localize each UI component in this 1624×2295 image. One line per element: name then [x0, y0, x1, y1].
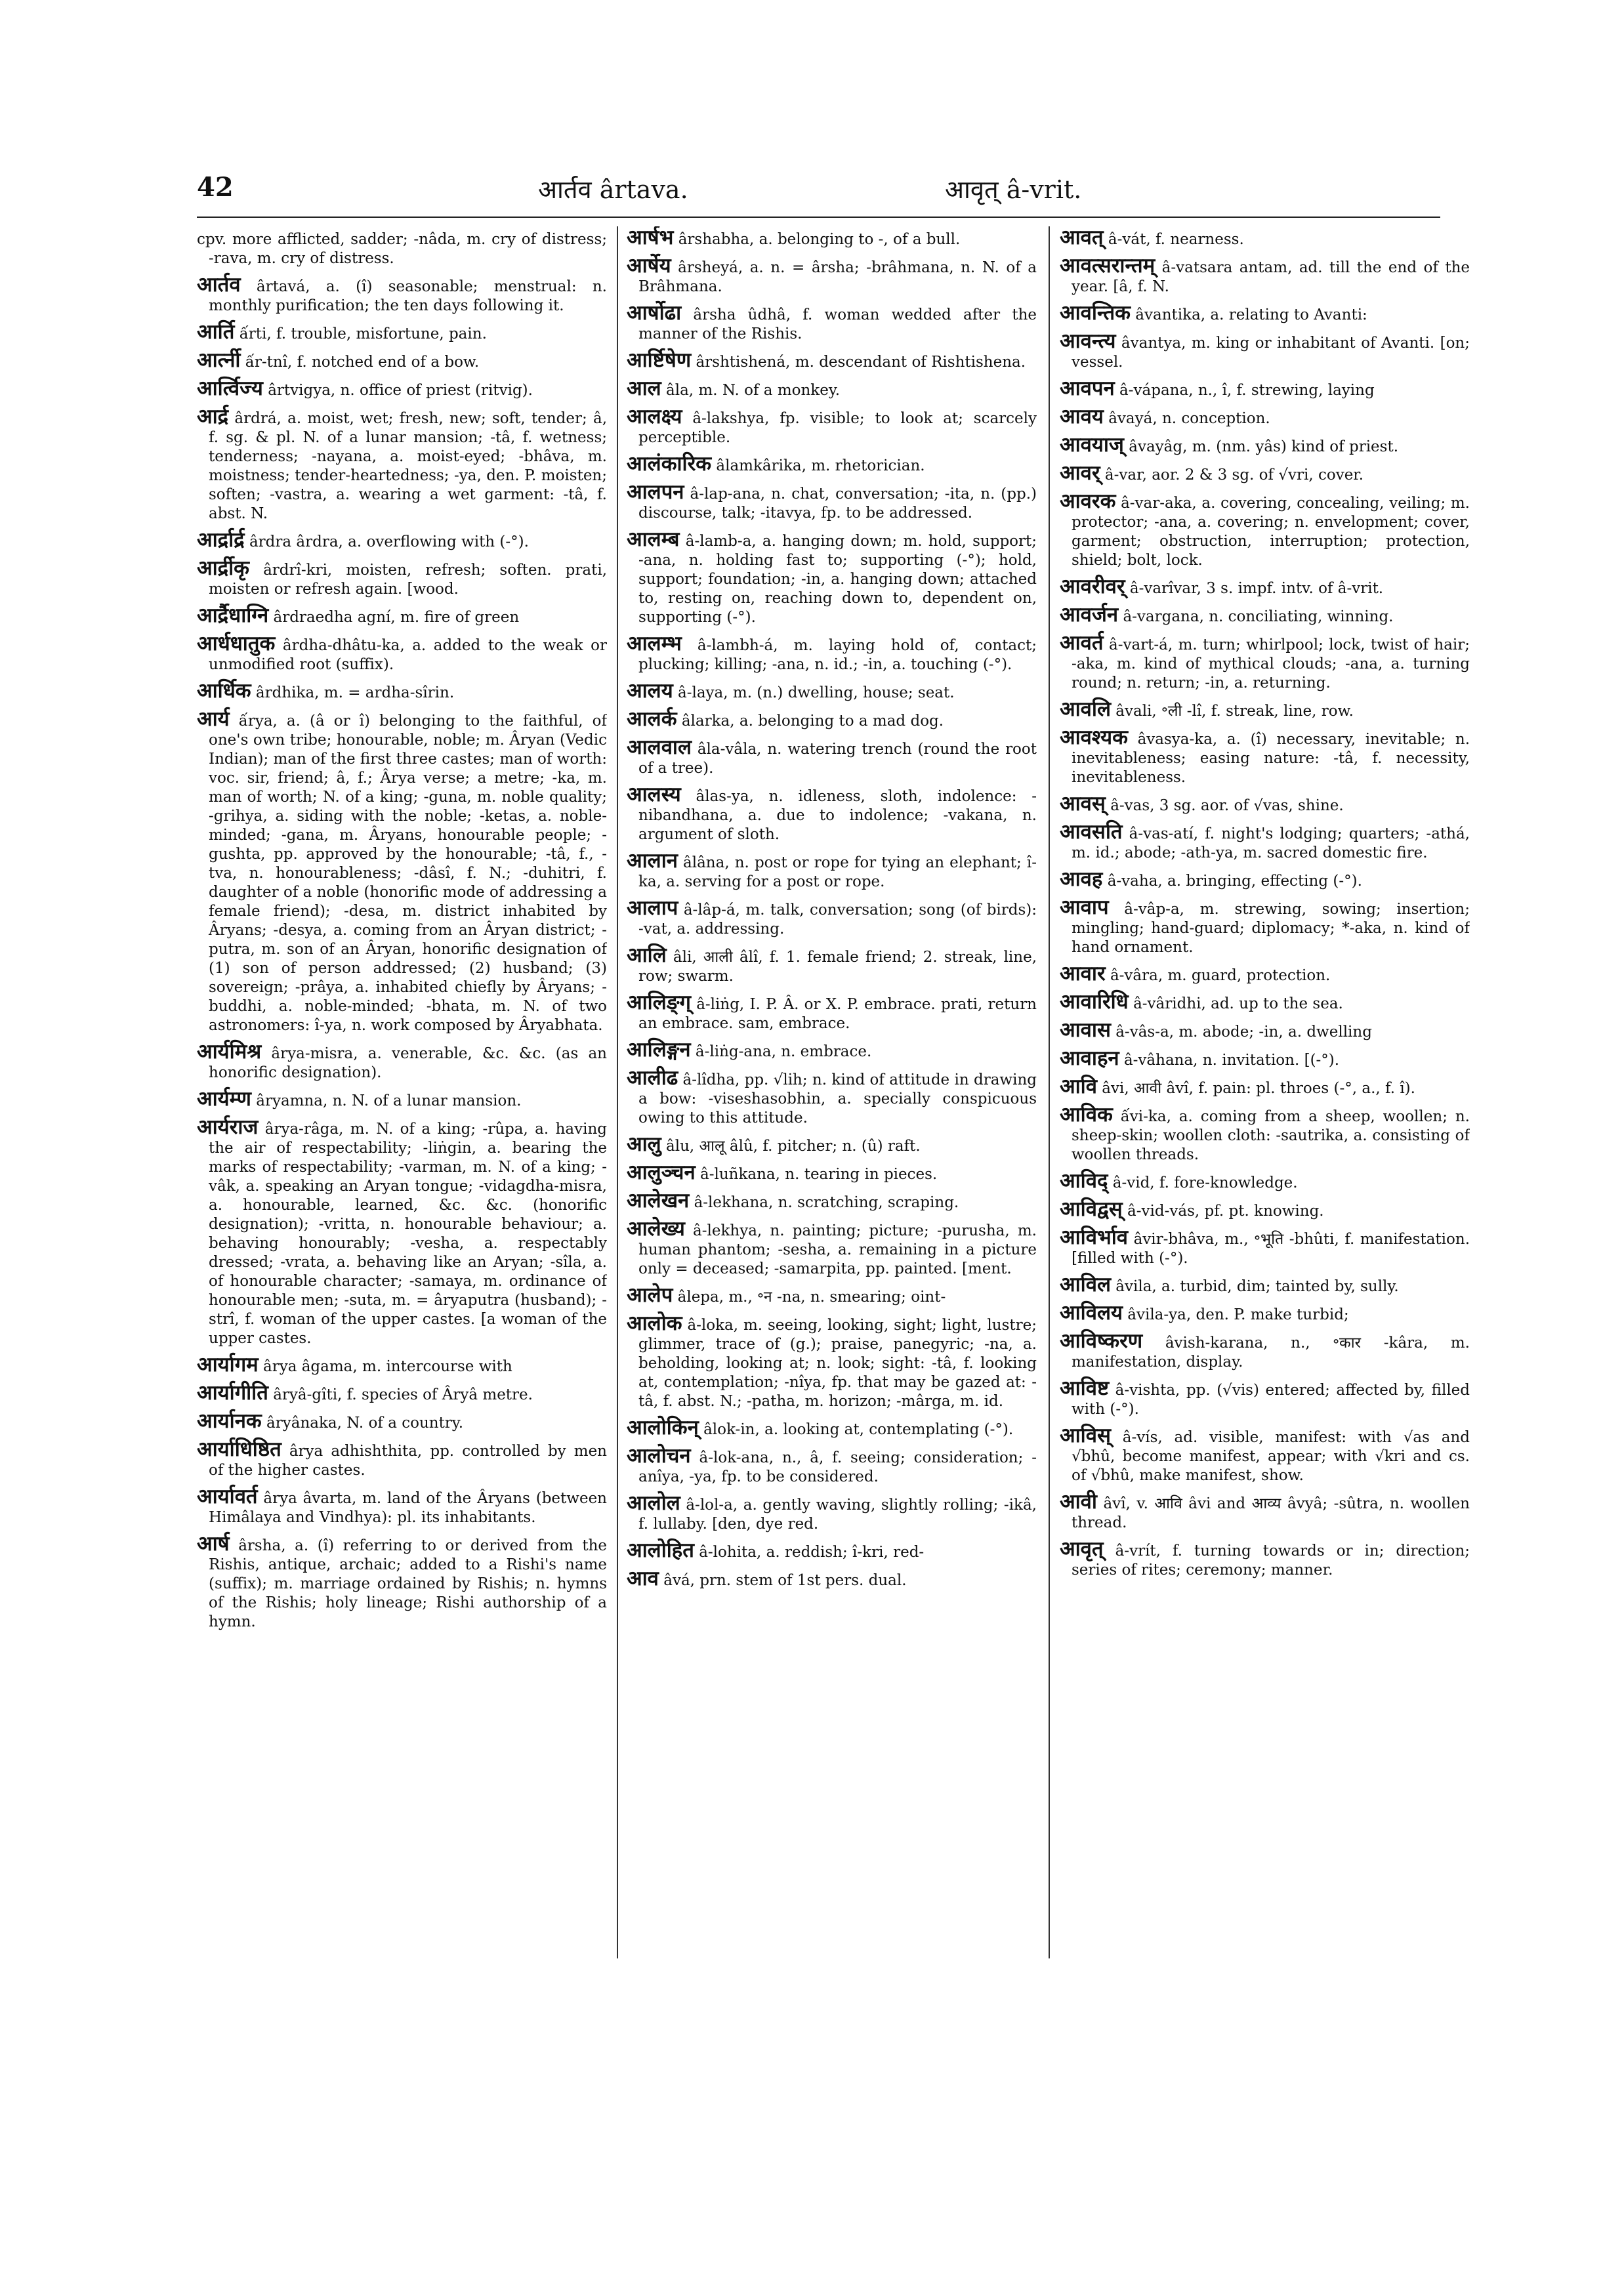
definition: âryamna, n. N. of a lunar mansion. — [256, 1092, 522, 1109]
dictionary-entry — [1060, 405, 1470, 428]
dictionary-entry — [627, 481, 1037, 523]
definition: âvasya-ka, a. (î) necessary, inevitable; n. inevitableness; easing nature: -tâ, f. necessity, inevitableness. — [1072, 731, 1470, 786]
definition: â-vát, f. nearness. — [1108, 231, 1244, 248]
definition: â-liṅg-ana, n. embrace. — [695, 1043, 872, 1060]
definition: âlu, आलू âlû, f. pitcher; n. (û) raft. — [666, 1138, 921, 1155]
definition: âlok-in, a. looking at, contemplating (-°). — [703, 1421, 1014, 1438]
dictionary-entry — [1060, 1377, 1470, 1419]
definition: âla, m. N. of a monkey. — [666, 382, 841, 399]
dictionary-entry — [1060, 632, 1470, 693]
dictionary-entry — [1060, 226, 1470, 249]
definition: â-lok-ana, n., â, f. seeing; consideration; -anîya, -ya, fp. to be considered. — [638, 1449, 1037, 1485]
headword: आलोल — [627, 1491, 680, 1515]
definition: ârdhika, m. = ardha-sîrin. — [255, 684, 455, 701]
headword: आलोक — [627, 1312, 682, 1335]
definition: ârdrî-kri, moisten, refresh; soften. prati, moisten or refresh again. [wood. — [209, 562, 607, 598]
headword: आविलय — [1060, 1301, 1123, 1325]
dictionary-entry — [1060, 1198, 1470, 1221]
dictionary-entry — [1060, 1075, 1470, 1098]
headword: आवर् — [1060, 461, 1100, 485]
definition: âlepa, m., ॰न -na, n. smearing; oint- — [677, 1289, 946, 1306]
right-running-head: आवृत् â-vrit. — [945, 175, 1082, 204]
headword: आलाप — [627, 896, 678, 920]
headword: आवरक — [1060, 489, 1116, 513]
headword: आवाप — [1060, 896, 1109, 919]
dictionary-entry — [197, 632, 607, 674]
headword: आर्याधिष्ठित — [197, 1437, 281, 1461]
definition: ârsha ûdhâ, f. woman wedded after the manner of the Rishis. — [638, 306, 1037, 342]
headword: आवश्यक — [1060, 726, 1128, 749]
headword: आर्यराज — [197, 1115, 259, 1139]
definition: â-var, aor. 2 & 3 sg. of √vri, cover. — [1104, 466, 1364, 484]
definition: âvá, prn. stem of 1st pers. dual. — [663, 1572, 907, 1589]
definition: â-luñkana, n. tearing in pieces. — [700, 1166, 938, 1183]
definition: â-lohita, a. reddish; î-kri, red- — [699, 1544, 925, 1561]
dictionary-entry — [1060, 896, 1470, 957]
headword: आलक्ष्य — [627, 405, 682, 428]
definition: â-lakshya, fp. visible; to look at; scarcely perceptible. — [638, 410, 1037, 446]
definition: ấrya, a. (â or î) belonging to the faithful, of one's own tribe; honourable, noble; m. Âryan (Vedic Indian); man of the first three castes; man of worth: voc. sir, friend; â, f.; Ârya verse; a metre; -ka, m. man of worth; N. of a king; -guna, m. noble quality; -grihya, a. siding with the noble; -ketas, a. noble-minded; -gana, m. Âryans, honourable people; -gushta, pp. approved by the honourable; -tâ, f., -tva, n. honourableness; -dâsî, f. N.; -duhitri, f. daughter of a noble (honorific mode of addressing a female friend); -desa, m. district inhabited by Âryans; -desya, a. coming from an Âryan district; -putra, m. son of an Âryan, honorific designation of (1) son of person addressed; (2) husband; (3) sovereign; -prâya, a. inhabited chiefly by Âryans; -buddhi, a. noble-minded; -bhata, m. N. of two astronomers: î-ya, n. work composed by Âryabhata. — [209, 713, 607, 1034]
definition: â-lap-ana, n. chat, conversation; -ita, n. (pp.) discourse, talk; -itavya, fp. to be addressed. — [638, 486, 1037, 522]
dictionary-entry — [197, 557, 607, 599]
definition: â-lambh-á, m. laying hold of, contact; plucking; killing; -ana, n. id.; -in, a. touching (-°). — [638, 637, 1037, 673]
headword: आर्षेय — [627, 254, 671, 278]
dictionary-entry — [197, 226, 607, 268]
definition: â-vishta, pp. (√vis) entered; affected by, filled with (-°). — [1072, 1382, 1470, 1418]
definition: â-varîvar, 3 s. impf. intv. of â-vrit. — [1129, 580, 1384, 597]
dictionary-entry — [627, 226, 1037, 249]
definition: â-vrít, f. turning towards or in; direction; series of rites; ceremony; manner. — [1072, 1542, 1470, 1579]
definition: ârsha, a. (î) referring to or derived from the Rishis, antique, archaic; added to a Rishi's name (suffix); m. marriage ordained by Rishis; n. hymns of the Rishis; holy lineage; Rishi authorship of a hymn. — [209, 1537, 607, 1630]
headword: आविष्करण — [1060, 1329, 1143, 1353]
definition: âvila, a. turbid, dim; tainted by, sully. — [1115, 1278, 1399, 1295]
headword: आलर्क — [627, 707, 677, 731]
column-2 — [627, 226, 1037, 2116]
dictionary-entry — [627, 1567, 1037, 1590]
headword: आर्ति — [197, 320, 235, 344]
dictionary-entry — [627, 1189, 1037, 1212]
headword: आविर्भाव — [1060, 1226, 1129, 1249]
headword: आवह — [1060, 867, 1103, 891]
headword: आर्षभ — [627, 226, 674, 249]
definition: âvantika, a. relating to Avanti: — [1135, 306, 1367, 323]
headword: आर्त्नी — [197, 348, 241, 372]
dictionary-entry — [627, 255, 1037, 297]
definition: âryânaka, N. of a country. — [266, 1415, 464, 1432]
dictionary-entry — [1060, 1302, 1470, 1325]
headword: आवर्त — [1060, 631, 1104, 655]
definition: â-vas, 3 sg. aor. of √vas, shine. — [1110, 797, 1344, 814]
headword: आवसति — [1060, 820, 1123, 844]
dictionary-entry — [197, 1382, 607, 1405]
definition: â-var-aka, a. covering, concealing, veiling; m. protector; -ana, a. covering; n. envelopment; cover, garment; obstruction, interruption; protection, shield; bolt, lock. — [1072, 495, 1470, 569]
headword: आर्धधातुक — [197, 632, 276, 655]
definition: ấrti, f. trouble, misfortune, pain. — [239, 325, 487, 342]
headword: आवृत् — [1060, 1537, 1104, 1561]
definition: âlâna, n. post or rope for tying an elephant; î-ka, a. serving for a post or rope. — [638, 854, 1037, 890]
definition: cpv. more afflicted, sadder; -nâda, m. cry of distress; -rava, m. cry of distress. — [197, 231, 607, 267]
dictionary-entry — [1060, 1330, 1470, 1372]
definition: â-vargana, n. conciliating, winning. — [1123, 608, 1394, 625]
headword: आलेखन — [627, 1189, 690, 1212]
dictionary-entry — [627, 453, 1037, 476]
dictionary-entry — [627, 783, 1037, 844]
headword: आवस् — [1060, 792, 1106, 816]
headword: आविद् — [1060, 1169, 1108, 1193]
headword: आव — [627, 1567, 659, 1590]
dictionary-entry — [1060, 302, 1470, 325]
definition: â-laya, m. (n.) dwelling, house; seat. — [678, 684, 955, 701]
headword: आलेप — [627, 1283, 673, 1307]
headword: आवपन — [1060, 377, 1115, 400]
definition: âvali, ॰ली -lî, f. streak, line, row. — [1115, 703, 1354, 720]
definition: âvayá, n. conception. — [1108, 410, 1270, 427]
definition: âvila-ya, den. P. make turbid; — [1127, 1306, 1349, 1323]
headword: आलान — [627, 849, 678, 873]
dictionary-entry — [1060, 604, 1470, 627]
definition: âla-vâla, n. watering trench (round the root of a tree). — [638, 741, 1037, 777]
headword: आर्यागम — [197, 1353, 259, 1376]
dictionary-entry — [197, 1485, 607, 1527]
definition: âlarka, a. belonging to a mad dog. — [681, 713, 944, 730]
definition: âvayâg, m. (nm. yâs) kind of priest. — [1129, 438, 1399, 455]
definition: âvish-karana, n., ॰कार -kâra, m. manifestation, display. — [1072, 1334, 1470, 1371]
definition: ấvi-ka, a. coming from a sheep, woollen; n. sheep-skin; woollen cloth: -sautrika, a. consisting of woollen threads. — [1072, 1108, 1470, 1163]
headword: आलोहित — [627, 1539, 694, 1562]
headword: आलवाल — [627, 735, 692, 759]
dictionary-entry — [627, 302, 1037, 344]
dictionary-entry — [197, 1116, 607, 1348]
page-number: 42 — [197, 172, 234, 203]
headword: आर्ष्टिषेण — [627, 348, 692, 372]
dictionary-entry — [627, 405, 1037, 447]
headword: आल — [627, 377, 661, 400]
dictionary-entry — [627, 708, 1037, 731]
definition: â-lekhana, n. scratching, scraping. — [694, 1194, 959, 1211]
definition: â-lekhya, n. painting; picture; -purusha, m. human phantom; -sesha, a. remaining in a picture only = deceased; -samarpita, pp. painted. [ment. — [638, 1222, 1037, 1277]
definition: â-lâp-á, m. talk, conversation; song (of birds): -vat, a. addressing. — [638, 901, 1037, 938]
headword: आवयाज् — [1060, 433, 1124, 457]
headword: आर्तव — [197, 273, 241, 297]
dictionary-entry — [1060, 1170, 1470, 1193]
headword: आवारिधि — [1060, 990, 1129, 1014]
headword: आलि — [627, 943, 667, 967]
definition: ârya âvarta, m. land of the Âryans (between Himâlaya and Vindhya): pl. its inhabitants. — [209, 1490, 607, 1526]
dictionary-entry — [197, 1410, 607, 1433]
dictionary-entry — [1060, 1019, 1470, 1042]
headword: आलिङ्ग् — [627, 991, 691, 1014]
headword: आर्षोढा — [627, 301, 682, 325]
dictionary-entry — [627, 1312, 1037, 1411]
headword: आर्यम्ण — [197, 1087, 251, 1111]
definition: âlas-ya, n. idleness, sloth, indolence: -nibandhana, a. due to indolence; -vakana, n. argument of sloth. — [638, 788, 1037, 843]
headword: आर्धिक — [197, 679, 251, 703]
dictionary-entry — [197, 1438, 607, 1480]
dictionary-entry — [197, 377, 607, 400]
definition: âvî, v. आवि âvi and आव्य âvyâ; -sûtra, n. woollen thread. — [1072, 1495, 1470, 1531]
definition: ârdrá, a. moist, wet; fresh, new; soft, tender; â, f. sg. & pl. N. of a lunar mansion; -tâ, f. wetness; tenderness; -nayana, a. moist-eyed; -bhâva, m. moistness; tender-heartedness; -ya, den. P. moisten; soften; -vastra, a. wearing a wet garment: -tâ, f. abst. N. — [209, 410, 607, 522]
definition: ârdha-dhâtu-ka, a. added to the weak or unmodified root (suffix). — [209, 637, 607, 673]
definition: â-loka, m. seeing, looking, sight; light, lustre; glimmer, trace of (g.); praise, panegyric; -na, a. beholding, looking at; n. look; sight: -tâ, f. looking at, contemplation; -nîya, fp. that may be gazed at: -tâ, f. abst. N.; -patha, m. horizon; -mârga, m. id. — [638, 1317, 1037, 1410]
headword: आलुञ्चन — [627, 1161, 696, 1184]
dictionary-entry — [1060, 726, 1470, 787]
headword: आर्यागीति — [197, 1381, 268, 1405]
dictionary-entry — [627, 1492, 1037, 1534]
headword: आलोचन — [627, 1444, 691, 1468]
dictionary-entry — [627, 377, 1037, 400]
dictionary-entry — [1060, 255, 1470, 297]
dictionary-entry — [197, 680, 607, 703]
definition: ârshabha, a. belonging to -, of a bull. — [678, 231, 961, 248]
headword: आर्त्विज्य — [197, 377, 263, 400]
header-rule — [197, 217, 1440, 218]
dictionary-entry — [197, 349, 607, 372]
headword: आवत् — [1060, 226, 1104, 249]
dictionary-entry — [197, 529, 607, 552]
definition: âlamkârika, m. rhetorician. — [716, 457, 925, 474]
definition: â-vatsara antam, ad. till the end of the year. [â, f. N. — [1072, 259, 1470, 295]
dictionary-entry — [627, 944, 1037, 986]
dictionary-entry — [627, 1161, 1037, 1184]
dictionary-entry — [197, 321, 607, 344]
column-divider — [617, 226, 618, 1958]
headword: आलीढ — [627, 1066, 678, 1090]
headword: आलम्ब — [627, 527, 680, 551]
definition: ârtavá, a. (î) seasonable; menstrual: n. monthly purification; the ten days following it. — [209, 278, 607, 314]
dictionary-entry — [1060, 575, 1470, 598]
definition: â-lîdha, pp. √lih; n. kind of attitude in drawing a bow: -viseshasobhin, a. specially conspicuous owing to this attitude. — [638, 1071, 1037, 1127]
dictionary-entry — [1060, 1226, 1470, 1268]
headword: आविद्वस् — [1060, 1197, 1123, 1221]
headword: आवास — [1060, 1018, 1111, 1042]
dictionary-entry — [197, 604, 607, 627]
dictionary-entry — [627, 1416, 1037, 1439]
headword: आविल — [1060, 1273, 1111, 1296]
headword: आलस्य — [627, 783, 681, 806]
headword: आविष्ट — [1060, 1376, 1110, 1400]
headword: आर्द्रीकृ — [197, 556, 249, 580]
headword: आवी — [1060, 1490, 1097, 1514]
headword: आर्द्र — [197, 405, 229, 428]
dictionary-entry — [627, 1284, 1037, 1307]
definition: ârshtishená, m. descendant of Rishtishena. — [696, 354, 1026, 371]
column-1 — [197, 226, 607, 2116]
headword: आवन्तिक — [1060, 301, 1131, 325]
page-header — [197, 172, 1440, 218]
definition: ârya adhishthita, pp. controlled by men of the higher castes. — [209, 1443, 607, 1479]
definition: â-vaha, a. bringing, effecting (-°). — [1107, 873, 1362, 890]
dictionary-entry — [627, 850, 1037, 892]
definition: âvi, आवी âvî, f. pain: pl. throes (-°, a., f. î). — [1102, 1080, 1415, 1097]
definition: â-vid, f. fore-knowledge. — [1112, 1174, 1298, 1191]
dictionary-entry — [627, 1133, 1037, 1156]
dictionary-entry — [627, 349, 1037, 372]
definition: â-vas-atí, f. night's lodging; quarters; -athá, m. id.; abode; -ath-ya, m. sacred domestic fire. — [1072, 825, 1470, 861]
definition: âvir-bhâva, m., ॰भूति -bhûti, f. manifestation. [filled with (-°). — [1072, 1231, 1470, 1267]
definition: â-lamb-a, a. hanging down; m. hold, support; -ana, n. holding fast to; supporting (-°); hold, support; foundation; -in, a. hanging down; attached to, resting on, reaching down to, dependent on, supporting (-°). — [638, 533, 1037, 626]
dictionary-entry — [627, 897, 1037, 939]
dictionary-entry — [627, 528, 1037, 627]
definition: âvantya, m. king or inhabitant of Avanti. [on; vessel. — [1072, 335, 1470, 371]
headword: आलपन — [627, 480, 684, 504]
definition: â-liṅg, I. P. Â. or X. P. embrace. prati, return an embrace. sam, embrace. — [638, 996, 1037, 1032]
headword: आवि — [1060, 1075, 1097, 1098]
definition: ârdraedha agní, m. fire of green — [273, 609, 520, 626]
dictionary-entry — [197, 274, 607, 316]
dictionary-entry — [1060, 1104, 1470, 1165]
dictionary-entry — [197, 1088, 607, 1111]
definition: ârya-misra, a. venerable, &c. &c. (as an honorific designation). — [209, 1045, 607, 1081]
headword: आवाहन — [1060, 1046, 1119, 1070]
dictionary-entry — [627, 1218, 1037, 1279]
dictionary-entry — [1060, 1047, 1470, 1070]
headword: आवर्जन — [1060, 603, 1119, 627]
headword: आलेख्य — [627, 1217, 685, 1241]
dictionary-entry — [627, 680, 1037, 703]
dictionary-entry — [197, 708, 607, 1035]
dictionary-entry — [627, 1067, 1037, 1128]
dictionary-entry — [1060, 330, 1470, 372]
dictionary-entry — [1060, 793, 1470, 816]
headword: आवार — [1060, 962, 1106, 985]
dictionary-entry — [627, 1039, 1037, 1062]
dictionary-entry — [1060, 1538, 1470, 1580]
definition: â-vâs-a, m. abode; -in, a. dwelling — [1115, 1023, 1372, 1041]
headword: आर्यावर्त — [197, 1485, 258, 1508]
definition: ârya-râga, m. N. of a king; -rûpa, a. having the air of respectability; -liṅgin, a. bearing the marks of respectability; -varman, m. N. of a king; -vâk, a. speaking an Aryan tongue; -vidagdha-misra, a. honourable, learned, &c. &c. (honorific designation); -vritta, n. honourable behaviour; a. behaving honourably; -vesha, a. respectably dressed; -vrata, a. behaving like an Aryan; -sîla, a. of honourable character; -samaya, m. ordinance of honourable men; -suta, m. = âryaputra (husband); -strî, f. woman of the upper castes. [a woman of the upper castes. — [209, 1121, 607, 1347]
definition: ârsheyá, a. n. = ârsha; -brâhmana, n. N. of a Brâhmana. — [638, 259, 1037, 295]
headword: आर्द्रार्द्र — [197, 528, 245, 552]
dictionary-entry — [1060, 868, 1470, 891]
definition: ấr-tnî, f. notched end of a bow. — [245, 354, 480, 371]
headword: आर्य — [197, 707, 230, 731]
headword: आर्यमिश्र — [197, 1040, 262, 1064]
dictionary-entry — [1060, 377, 1470, 400]
headword: आर्यानक — [197, 1409, 262, 1433]
dictionary-entry — [1060, 462, 1470, 485]
dictionary-entry — [1060, 821, 1470, 863]
definition: ârtvigya, n. office of priest (ritvig). — [268, 382, 533, 399]
dictionary-entry — [1060, 1424, 1470, 1485]
dictionary-entry — [1060, 1491, 1470, 1533]
column-3 — [1060, 226, 1470, 2116]
dictionary-entry — [197, 405, 607, 524]
headword: आवय — [1060, 405, 1104, 428]
dictionary-entry — [627, 736, 1037, 778]
definition: â-vart-á, m. turn; whirlpool; lock, twist of hair; -aka, m. kind of mythical clouds; -ana, a. turning round; n. return; -in, a. returning. — [1072, 636, 1470, 692]
dictionary-entry — [197, 1533, 607, 1632]
headword: आवलि — [1060, 697, 1111, 721]
dictionary-entry — [1060, 434, 1470, 457]
dictionary-entry — [627, 991, 1037, 1033]
headword: आलय — [627, 679, 673, 703]
headword: आलु — [627, 1132, 661, 1156]
dictionary-entry — [1060, 962, 1470, 985]
dictionary-entry — [627, 1445, 1037, 1487]
dictionary-entry — [627, 632, 1037, 674]
definition: â-vâp-a, m. strewing, sowing; insertion; mingling; hand-guard; diplomacy; *-aka, n. kind of hand ornament. — [1072, 901, 1470, 956]
dictionary-entry — [1060, 991, 1470, 1014]
headword: आवन्त्य — [1060, 329, 1116, 353]
headword: आर्ष — [197, 1532, 230, 1556]
headword: आवरीवर् — [1060, 575, 1125, 598]
definition: â-vâhana, n. invitation. [(-°). — [1123, 1052, 1340, 1069]
headword: आवत्सरान्तम् — [1060, 254, 1156, 278]
left-running-head: आर्तव ârtava. — [538, 175, 688, 204]
headword: आलंकारिक — [627, 452, 712, 476]
definition: ârya âgama, m. intercourse with — [263, 1358, 512, 1375]
dictionary-entry — [627, 1539, 1037, 1562]
definition: â-vâridhi, ad. up to the sea. — [1133, 995, 1343, 1012]
headword: आविक — [1060, 1103, 1113, 1127]
dictionary-entry — [1060, 490, 1470, 570]
definition: â-vâra, m. guard, protection. — [1110, 967, 1331, 984]
definition: â-vís, ad. visible, manifest: with √as and √bhû, become manifest, appear; with √kri and cs. of √bhû, make manifest, show. — [1072, 1429, 1470, 1484]
dictionary-entry — [197, 1041, 607, 1083]
definition: â-vápana, n., î, f. strewing, laying — [1119, 382, 1375, 399]
headword: आविस् — [1060, 1424, 1111, 1447]
headword: आर्द्रैधाग्नि — [197, 604, 269, 627]
column-divider — [1049, 226, 1050, 1958]
definition: ârdra ârdra, a. overflowing with (-°). — [249, 533, 529, 550]
dictionary-entry — [1060, 698, 1470, 721]
definition: â-lol-a, a. gently waving, slightly rolling; -ikâ, f. lullaby. [den, dye red. — [638, 1497, 1037, 1533]
headword: आलोकिन् — [627, 1416, 699, 1439]
definition: âli, आली âlî, f. 1. female friend; 2. streak, line, row; swarm. — [638, 949, 1037, 985]
headword: आलिङ्गन — [627, 1038, 691, 1062]
dictionary-entry — [197, 1354, 607, 1376]
definition: âryâ-gîti, f. species of Âryâ metre. — [273, 1386, 533, 1403]
definition: â-vid-vás, pf. pt. knowing. — [1127, 1203, 1324, 1220]
dictionary-entry — [1060, 1273, 1470, 1296]
headword: आलम्भ — [627, 632, 682, 655]
